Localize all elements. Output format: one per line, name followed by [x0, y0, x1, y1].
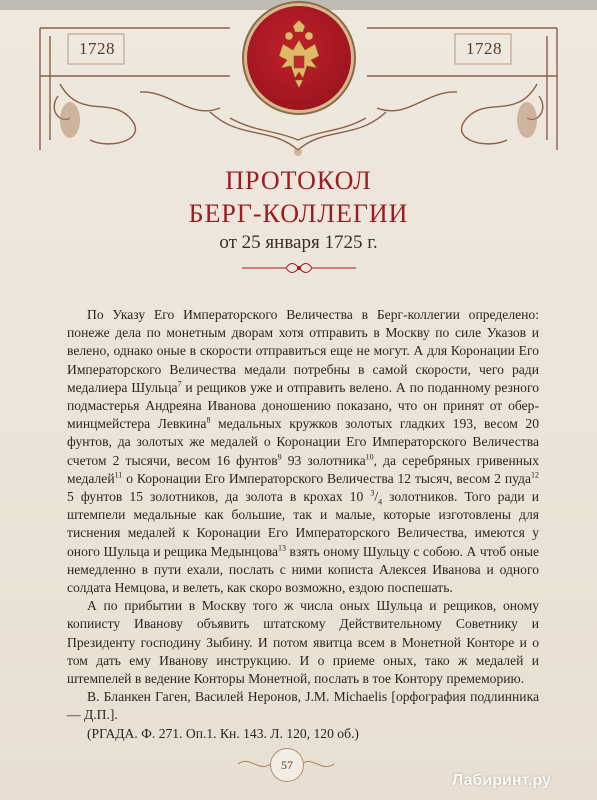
title-flourish [238, 260, 360, 276]
title-line-2: БЕРГ-КОЛЛЕГИИ [188, 199, 409, 228]
footnote-ref: 7 [177, 379, 182, 389]
footnote-ref: 11 [114, 470, 123, 480]
footnote-ref: 10 [365, 452, 374, 462]
footnote-ref: 13 [278, 543, 286, 553]
double-headed-eagle-emblem [247, 6, 351, 110]
footnote-ref: 12 [531, 470, 539, 480]
watermark: Лабиринт.ру [452, 772, 551, 789]
fraction-denominator: 4 [378, 497, 383, 507]
year-right: 1728 [466, 39, 502, 58]
archive-reference: (РГАДА. Ф. 271. Оп.1. Кн. 143. Л. 120, 120 об.) [87, 725, 359, 741]
document-body [67, 306, 539, 743]
paragraph-2: А по прибытии в Москву того ж числа оных Шульца и рещиков, оному копиисту Иванову объявить штатскому Действительному Советнику и Президенту господину Зыбину. И потом явитца всем в Монетной Конторе и о том дать ему Иванову инструкцию. И о приеме оных, тако ж медалей и штемпелей в ведение Конторы Монетной, послать в тое Контору премеморию. [67, 598, 539, 687]
page-number: 57 [270, 748, 304, 782]
fraction-numerator: 3 [370, 488, 375, 498]
footnote-ref: 8 [206, 415, 211, 425]
signatories: В. Бланкен Гаген, Василей Неронов, J.M. Michaelis [орфография подлинника — Д.П.]. [67, 689, 539, 723]
document-date: от 25 января 1725 г. [219, 232, 378, 253]
eagle-icon [247, 6, 351, 110]
footnote-ref: 9 [277, 452, 282, 462]
paragraph-1: По Указу Его Императорского Величества в Берг-коллегии определено: понеже дела по монетным дворам хотя отправить в Москву по силе Указов и велено, однако оные в скорости отправиться еще не могут. А для Коронации Его Императорского Величества медали потребны в самой скорости, чего ради медалиера Шульца$^7$ и рещиков уже и отправить велено. А по поданному резного подмастерья Андреяна Иванова доношению показано, что он принят от обер-минцмейстера Левкина$^8$ медальных кружков золотых гладких 193, весом 20 фунтов, да золотых же медалей о Коронации Его Императорского Величества счетом 2 тысячи, весом 16 фунтов$^9$ 93 золотника$^{10}$, да серебряных гривенных медалей$^{11}$ о Коронации Его Императорского Величества 12 тысяч, весом 2 пуда$^{12}$ 5 фунтов 15 золотников, да золота в крохах 10 $^3/_4$ золотников. Того ради и штемпели медальные как большие, так и малые, которые изготовлены для тиснения медалей к Коронации Его Императорского Величества, имеются у оного Шульца и рещика Медынцова$^{13}$ взять оному Шульцу с собою. А чтоб оные немедленно в пути ехали, послать с ними кописта Алексея Иванова и одного солдата Немцова, и велеть, как скоро возможно, ездою поспешать. [67, 307, 540, 596]
title-line-1: ПРОТОКОЛ [225, 166, 372, 195]
year-left: 1728 [79, 39, 115, 58]
